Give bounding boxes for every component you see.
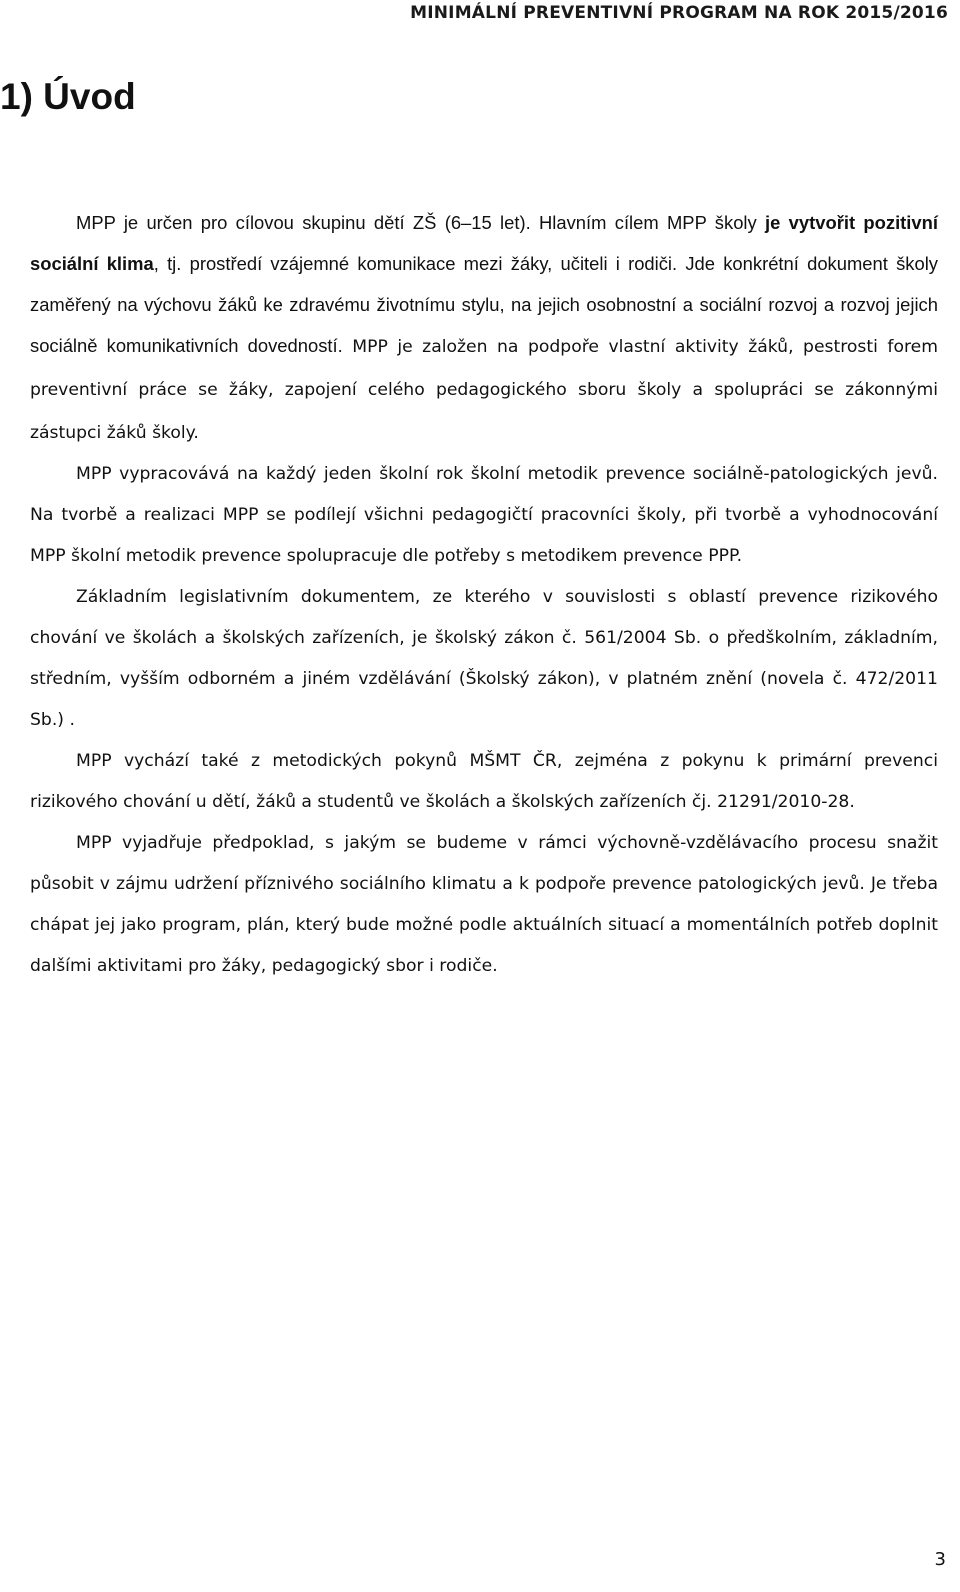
paragraph-author: MPP vypracovává na každý jeden školní rok školní metodik prevence sociálně-patologických jevů. Na tvorbě a realizaci MPP se podílejí všichni pedagogičtí pracovníci školy, při tvorbě a vyhodnocování MPP školní metodik prevence spolupracuje dle potřeby s metodikem prevence PPP.	[30, 464, 938, 566]
paragraph-emphasis: je vytvořit pozitivní sociální klima	[30, 212, 938, 274]
paragraph-text: , tj. prostředí vzájemné komunikace mezi žáky, učiteli i rodiči. Jde konkrétní dokument školy zaměřený na výchovu žáků ke zdravému životnímu stylu, na jejich osobnostní a sociální rozvoj a rozvoj jejich sociálně komunikativních dovedností.	[30, 253, 938, 356]
paragraph-purpose: MPP vyjadřuje předpoklad, s jakým se budeme v rámci výchovně-vzdělávacího procesu snažit působit v zájmu udržení příznivého sociálního klimatu a k podpoře prevence patologických jevů. Je třeba chápat jej jako program, plán, který bude možné podle aktuálních situací a momentálních potřeb doplnit dalšími aktivitami pro žáky, pedagogický sbor i rodiče.	[30, 833, 938, 976]
document-body	[30, 202, 938, 987]
paragraph-guidelines: MPP vychází také z metodických pokynů MŠMT ČR, zejména z pokynu k primární prevenci rizikového chování u dětí, žáků a studentů ve školách a školských zařízeních čj. 21291/2010-28.	[30, 751, 938, 812]
paragraph-intro	[30, 202, 938, 454]
paragraph-text: MPP je založen na podpoře vlastní aktivity žáků, pestrosti forem preventivní práce se žáky, zapojení celého pedagogického sboru školy a spolupráci se zákonnými zástupci žáků školy.	[30, 337, 938, 443]
running-header: MINIMÁLNÍ PREVENTIVNÍ PROGRAM NA ROK 2015/2016	[410, 3, 948, 23]
page-number: 3	[934, 1549, 946, 1570]
paragraph-legislation: Základním legislativním dokumentem, ze kterého v souvislosti s oblastí prevence rizikového chování ve školách a školských zařízeních, je školský zákon č. 561/2004 Sb. o předškolním, základním, středním, vyšším odborném a jiném vzdělávání (Školský zákon), v platném znění (novela č. 472/2011 Sb.) .	[30, 587, 938, 730]
section-heading: 1) Úvod	[0, 76, 136, 117]
paragraph-text: MPP je určen pro cílovou skupinu dětí ZŠ (6–15 let). Hlavním cílem MPP školy	[76, 212, 766, 233]
